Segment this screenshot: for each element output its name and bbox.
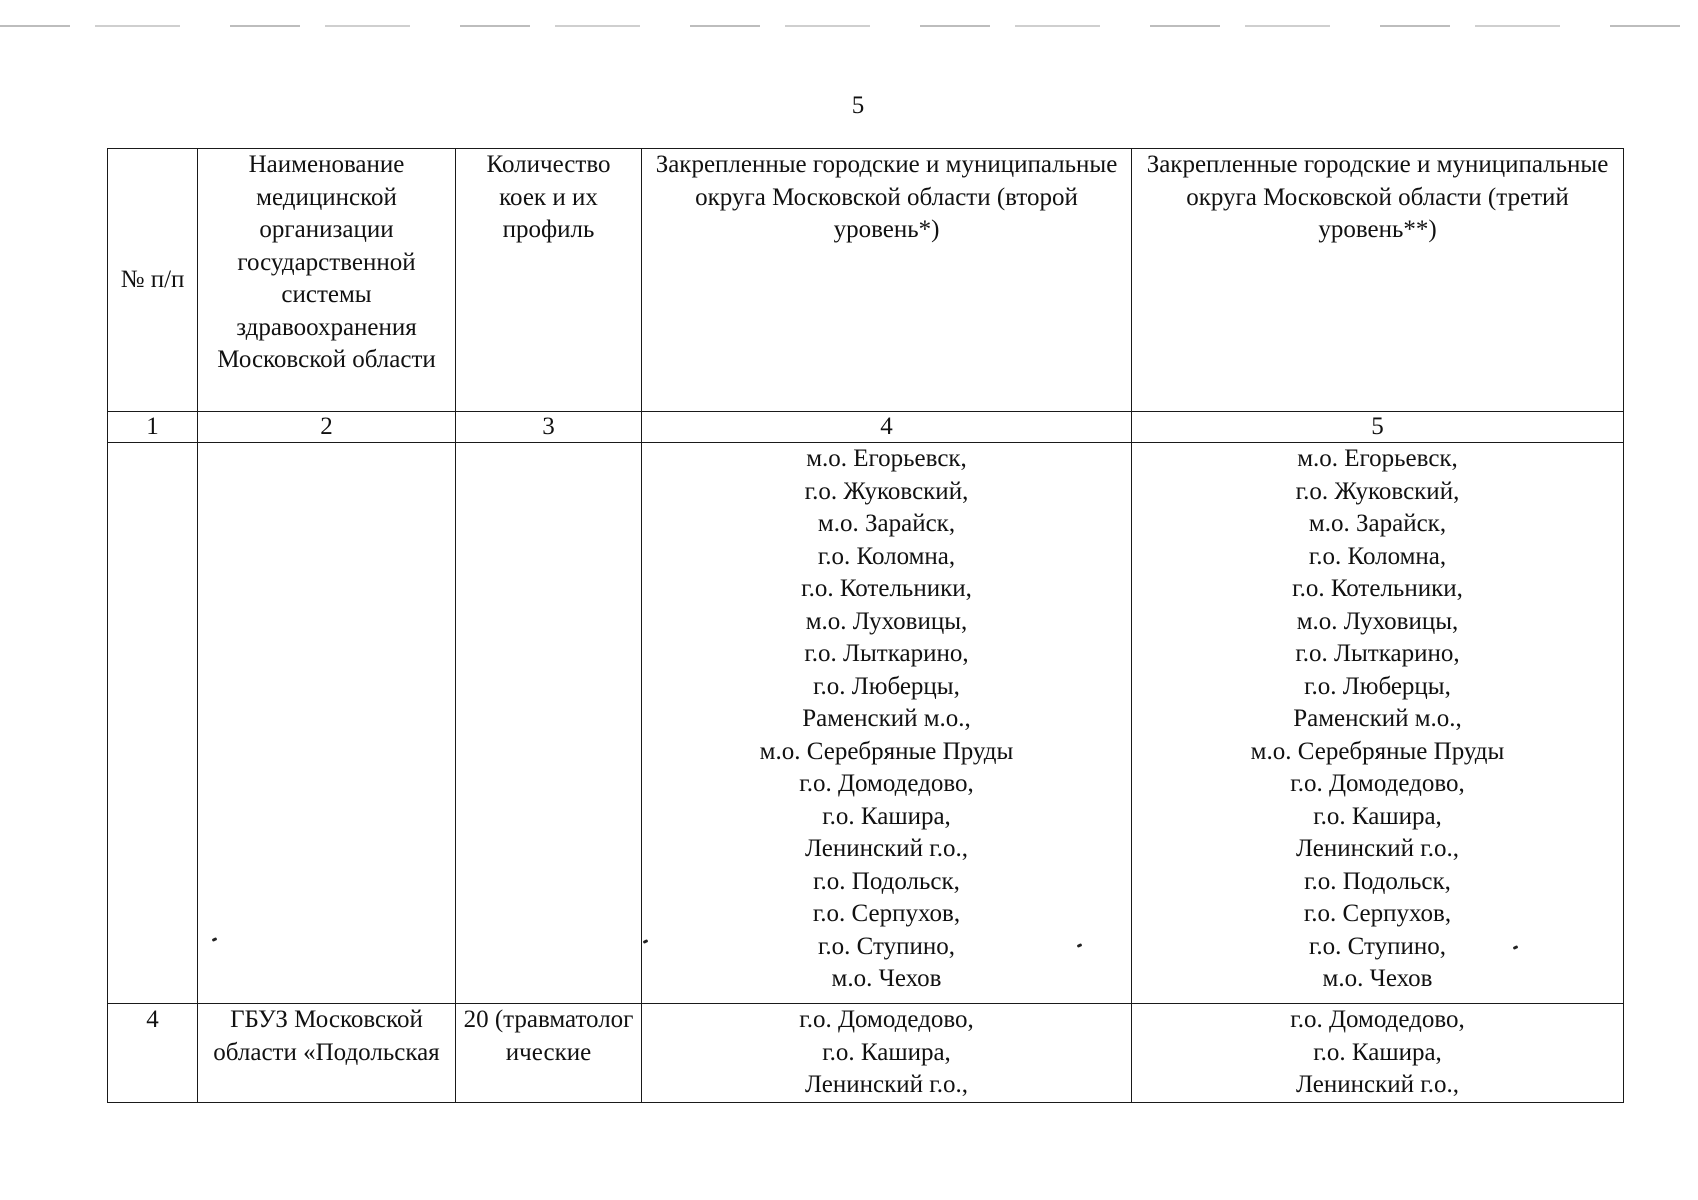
district-name: Раменский м.о.,	[802, 705, 971, 732]
header-beds: Количество коек и их профиль	[456, 149, 642, 412]
district-name: г.о. Люберцы,	[813, 672, 960, 700]
district-name: г.о. Жуковский,	[1295, 477, 1460, 505]
cell-number: 4	[108, 1004, 198, 1103]
cell-beds: 20 (травматолог ические	[456, 1004, 642, 1103]
header-number: № п/п	[108, 149, 198, 412]
district-name: г.о. Серпухов,	[812, 900, 961, 927]
district-name: г.о. Кашира,	[822, 1038, 951, 1066]
table-row	[108, 443, 1624, 1004]
district-name: г.о. Домодедово,	[1290, 770, 1465, 797]
district-name: м.о. Егорьевск,	[806, 445, 967, 472]
header-level-2: Закрепленные городские и муниципальные округа Московской области (второй уровень*)	[642, 149, 1132, 412]
cell-beds	[456, 443, 642, 1004]
column-number: 1	[108, 412, 198, 443]
cell-organization	[198, 443, 456, 1004]
district-name: г.о. Жуковский,	[804, 477, 969, 505]
district-name: м.о. Зарайск,	[1308, 510, 1447, 537]
district-name: г.о. Кашира,	[1313, 1038, 1442, 1066]
district-name: г.о. Коломна,	[1308, 542, 1447, 570]
scan-edge-artifact	[0, 25, 1698, 27]
header-level-3: Закрепленные городские и муниципальные округа Московской области (третий уровень**)	[1132, 149, 1624, 412]
district-name: Ленинский г.о.,	[805, 835, 968, 862]
column-number: 3	[456, 412, 642, 443]
district-name: м.о. Чехов	[1322, 965, 1433, 992]
district-name: г.о. Подольск,	[813, 867, 960, 895]
district-name: м.о. Егорьевск,	[1297, 445, 1458, 472]
district-name: м.о. Луховицы,	[805, 607, 968, 635]
table-header-row	[108, 149, 1624, 412]
district-name: Ленинский г.о.,	[1296, 1071, 1459, 1098]
column-number: 4	[642, 412, 1132, 443]
district-name: г.о. Котельники,	[801, 575, 972, 602]
district-name: г.о. Котельники,	[1292, 575, 1463, 602]
district-name: г.о. Кашира,	[822, 802, 951, 830]
district-name: м.о. Зарайск,	[817, 510, 956, 537]
district-name: г.о. Лыткарино,	[804, 640, 969, 667]
district-name: г.о. Люберцы,	[1304, 672, 1451, 700]
header-organization: Наименование медицинской организации государственной системы здравоохранения Московской области	[198, 149, 456, 412]
district-name: Ленинский г.о.,	[805, 1071, 968, 1098]
district-name: Раменский м.о.,	[1293, 705, 1462, 732]
document-table	[107, 148, 1624, 1103]
page-number: 5	[851, 92, 865, 119]
district-name: м.о. Чехов	[831, 965, 942, 992]
district-name: Ленинский г.о.,	[1296, 835, 1459, 862]
column-number: 2	[198, 412, 456, 443]
column-number-row	[108, 412, 1624, 443]
district-name: г.о. Домодедово,	[799, 1006, 974, 1033]
district-name: г.о. Лыткарино,	[1295, 640, 1460, 667]
cell-level-3-list	[1132, 443, 1624, 1004]
cell-organization: ГБУЗ Московской области «Подольская	[198, 1004, 456, 1103]
district-name: м.о. Серебряные Пруды	[1250, 737, 1505, 765]
district-name: г.о. Домодедово,	[799, 770, 974, 797]
cell-level-3-list	[1132, 1004, 1624, 1103]
table-row	[108, 1004, 1624, 1103]
district-name: г.о. Ступино,	[1308, 932, 1446, 960]
cell-number	[108, 443, 198, 1004]
district-name: г.о. Коломна,	[817, 542, 956, 570]
column-number: 5	[1132, 412, 1624, 443]
district-name: г.о. Ступино,	[817, 932, 955, 960]
district-name: г.о. Серпухов,	[1303, 900, 1452, 927]
district-name: м.о. Серебряные Пруды	[759, 737, 1014, 765]
district-name: г.о. Подольск,	[1304, 867, 1451, 895]
district-name: г.о. Домодедово,	[1290, 1006, 1465, 1033]
district-name: г.о. Кашира,	[1313, 802, 1442, 830]
cell-level-2-list	[642, 443, 1132, 1004]
cell-level-2-list	[642, 1004, 1132, 1103]
district-name: м.о. Луховицы,	[1296, 607, 1459, 635]
